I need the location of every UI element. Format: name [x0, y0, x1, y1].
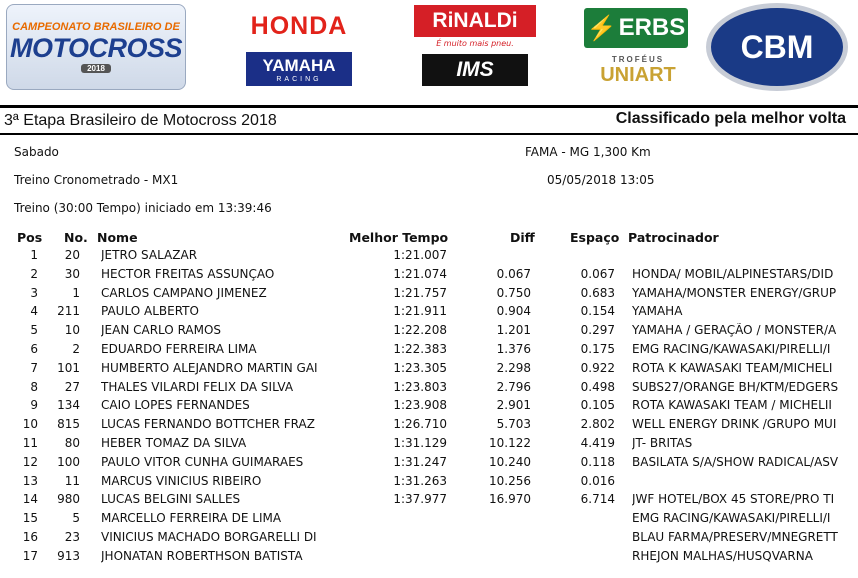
rinaldi-logo: RiNALDi — [414, 5, 536, 37]
logo-text: 2018 — [81, 64, 111, 73]
divider — [0, 133, 858, 135]
cell-gap: 0.175 — [580, 342, 615, 356]
cell-name: CAIO LOPES FERNANDES — [101, 398, 250, 413]
cell-pos: 11 — [22, 436, 38, 450]
cell-sponsor: EMG RACING/KAWASAKI/PIRELLI/I — [632, 511, 831, 526]
table-row — [0, 342, 858, 361]
cell-best-time: 1:21.757 — [393, 285, 447, 300]
cell-pos: 7 — [30, 360, 38, 375]
logo-text: RACING — [276, 75, 322, 83]
cell-sponsor: BLAU FARMA/PRESERV/MNEGRETT — [632, 530, 838, 544]
classification-label: Classificado pela melhor volta — [615, 110, 846, 127]
cell-pos: 14 — [22, 492, 38, 507]
cell-name: JEAN CARLO RAMOS — [101, 323, 222, 338]
cell-name: JETRO SALAZAR — [101, 248, 198, 262]
logo-text: TROFÉUS — [611, 55, 665, 64]
table-row — [0, 511, 858, 530]
cell-best-time: 1:31.263 — [393, 473, 447, 488]
table-row — [0, 248, 858, 267]
table-row — [0, 267, 858, 286]
cell-number: 10 — [64, 323, 80, 338]
cell-number: 20 — [64, 248, 80, 262]
cell-sponsor: YAMAHA / GERAÇÃO / MONSTER/A — [632, 323, 837, 338]
cell-number: 134 — [57, 398, 80, 413]
table-row — [0, 417, 858, 436]
cell-diff: 2.901 — [496, 398, 531, 413]
cell-sponsor: EMG RACING/KAWASAKI/PIRELLI/I — [632, 342, 831, 356]
cell-pos: 16 — [22, 530, 38, 544]
column-header-name: Nome — [97, 230, 138, 245]
cell-diff: 0.067 — [496, 266, 531, 281]
cell-pos: 4 — [30, 304, 38, 319]
cell-pos: 6 — [30, 342, 38, 356]
cell-name: PAULO ALBERTO — [101, 304, 199, 319]
cell-number: 1 — [72, 285, 80, 300]
cell-name: LUCAS FERNANDO BOTTCHER FRAZ — [101, 417, 315, 432]
cell-sponsor: YAMAHA/MONSTER ENERGY/GRUP — [632, 285, 837, 300]
cell-pos: 10 — [22, 417, 38, 432]
cell-diff: 2.298 — [496, 360, 531, 375]
cell-sponsor: ROTA K KAWASAKI TEAM/MICHELI — [632, 360, 833, 375]
cell-name: VINICIUS MACHADO BORGARELLI DI — [101, 530, 317, 544]
cell-name: CARLOS CAMPANO JIMENEZ — [101, 285, 267, 300]
lightning-icon: ⚡ — [586, 14, 617, 42]
cell-name: HEBER TOMAZ DA SILVA — [101, 436, 247, 450]
cell-gap: 0.498 — [580, 379, 615, 394]
cell-number: 27 — [64, 379, 80, 394]
logo-text: CAMPEONATO BRASILEIRO DE — [12, 21, 180, 33]
cell-gap: 0.067 — [580, 266, 615, 281]
track-location: FAMA - MG 1,300 Km — [525, 145, 651, 159]
table-row — [0, 380, 858, 399]
cell-number: 2 — [72, 342, 80, 356]
table-row — [0, 361, 858, 380]
cell-pos: 2 — [30, 266, 38, 281]
cell-gap: 0.154 — [580, 304, 615, 319]
cell-name: HUMBERTO ALEJANDRO MARTIN GAI — [101, 360, 318, 375]
cell-best-time: 1:22.208 — [393, 323, 447, 338]
cell-number: 11 — [64, 473, 80, 488]
column-header-sponsor: Patrocinador — [628, 230, 719, 245]
table-row — [0, 398, 858, 417]
cell-number: 211 — [57, 304, 80, 319]
cell-best-time: 1:22.383 — [393, 342, 447, 356]
cell-sponsor: JT- BRITAS — [632, 436, 693, 450]
cell-gap: 0.297 — [580, 323, 615, 338]
erbs-logo — [584, 8, 688, 48]
column-header-gap: Espaço — [570, 230, 620, 245]
logo-text: MOTOCROSS — [9, 33, 182, 63]
cell-diff: 16.970 — [489, 492, 531, 507]
table-row — [0, 286, 858, 305]
cell-diff: 10.122 — [489, 436, 531, 450]
cell-gap: 0.016 — [580, 473, 615, 488]
cell-sponsor: RHEJON MALHAS/HUSQVARNA — [632, 548, 813, 563]
table-row — [0, 436, 858, 455]
cell-pos: 12 — [22, 454, 38, 469]
cell-best-time: 1:23.803 — [393, 379, 447, 394]
uniart-logo — [590, 54, 686, 88]
cell-gap: 0.118 — [580, 454, 615, 469]
session-name: Treino Cronometrado - MX1 — [14, 173, 179, 187]
cell-pos: 15 — [22, 511, 38, 526]
column-header-diff: Diff — [510, 230, 535, 245]
cell-diff: 0.904 — [496, 304, 531, 319]
table-row — [0, 304, 858, 323]
table-row — [0, 492, 858, 511]
cell-best-time: 1:21.074 — [393, 266, 447, 281]
cell-name: JHONATAN ROBERTHSON BATISTA — [101, 548, 303, 563]
cell-diff: 5.703 — [496, 417, 531, 432]
column-header-pos: Pos — [17, 230, 43, 245]
cell-pos: 9 — [30, 398, 38, 413]
cell-diff: 10.240 — [489, 454, 531, 469]
cell-pos: 5 — [30, 323, 38, 338]
cell-number: 913 — [57, 548, 80, 563]
cell-name: MARCUS VINICIUS RIBEIRO — [101, 473, 262, 488]
session-date: 05/05/2018 13:05 — [547, 173, 655, 187]
cell-number: 980 — [57, 492, 80, 507]
cell-gap: 0.105 — [580, 398, 615, 413]
honda-logo: HONDA — [250, 11, 348, 40]
rinaldi-tagline: É muito mais pneu. — [436, 38, 514, 48]
cell-sponsor: BASILATA S/A/SHOW RADICAL/ASV — [632, 454, 839, 469]
table-row — [0, 474, 858, 493]
column-header-no: No. — [64, 230, 88, 245]
cell-best-time: 1:37.977 — [393, 492, 447, 507]
cell-number: 5 — [72, 511, 80, 526]
cell-best-time: 1:23.305 — [393, 360, 447, 375]
cell-gap: 0.683 — [580, 285, 615, 300]
yamaha-racing-logo — [246, 52, 352, 86]
cell-sponsor: YAMAHA — [632, 304, 683, 319]
cell-number: 30 — [64, 266, 80, 281]
cell-best-time: 1:26.710 — [393, 417, 447, 432]
cell-name: PAULO VITOR CUNHA GUIMARAES — [101, 454, 304, 469]
cell-pos: 17 — [22, 548, 38, 563]
cell-number: 815 — [57, 417, 80, 432]
cell-name: THALES VILARDI FELIX DA SILVA — [101, 379, 294, 394]
table-row — [0, 323, 858, 342]
cell-pos: 3 — [30, 285, 38, 300]
logo-text: UNIART — [600, 64, 676, 86]
cell-name: EDUARDO FERREIRA LIMA — [101, 342, 257, 356]
cell-name: LUCAS BELGINI SALLES — [101, 492, 241, 507]
cell-diff: 2.796 — [496, 379, 531, 394]
cell-best-time: 1:21.911 — [393, 304, 447, 319]
cell-diff: 1.201 — [496, 323, 531, 338]
cell-best-time: 1:31.247 — [393, 454, 447, 469]
cell-name: HECTOR FREITAS ASSUNÇAO — [101, 266, 275, 281]
cell-best-time: 1:23.908 — [393, 398, 447, 413]
cell-number: 101 — [57, 360, 80, 375]
cell-diff: 1.376 — [496, 342, 531, 356]
cell-best-time: 1:31.129 — [393, 436, 447, 450]
cell-sponsor: JWF HOTEL/BOX 45 STORE/PRO TI — [632, 492, 835, 507]
table-row — [0, 530, 858, 549]
divider — [0, 105, 858, 108]
cell-pos: 8 — [30, 379, 38, 394]
cell-sponsor: HONDA/ MOBIL/ALPINESTARS/DID — [632, 266, 834, 281]
logo-text: ERBS — [618, 14, 686, 41]
cell-gap: 6.714 — [580, 492, 615, 507]
cell-best-time: 1:21.007 — [393, 248, 447, 262]
cell-sponsor: SUBS27/ORANGE BH/KTM/EDGERS — [632, 379, 839, 394]
session-day: Sabado — [14, 145, 59, 159]
cell-gap: 4.419 — [580, 436, 615, 450]
table-row — [0, 549, 858, 568]
cell-diff: 10.256 — [489, 473, 531, 488]
cell-number: 80 — [64, 436, 80, 450]
cbm-logo: CBM — [706, 3, 848, 91]
page-title: 3ª Etapa Brasileiro de Motocross 2018 — [4, 112, 277, 129]
cell-pos: 1 — [30, 248, 38, 262]
sponsor-banner — [0, 0, 858, 100]
brasileiro-motocross-logo — [6, 4, 186, 90]
cell-number: 23 — [64, 530, 80, 544]
cell-sponsor: WELL ENERGY DRINK /GRUPO MUI — [632, 417, 837, 432]
cell-name: MARCELLO FERREIRA DE LIMA — [101, 511, 282, 526]
ims-logo: IMS — [422, 54, 528, 86]
cell-diff: 0.750 — [496, 285, 531, 300]
column-header-best-time: Melhor Tempo — [349, 230, 449, 245]
cell-number: 100 — [57, 454, 80, 469]
cell-pos: 13 — [22, 473, 38, 488]
cell-gap: 0.922 — [580, 360, 615, 375]
cell-gap: 2.802 — [580, 417, 615, 432]
cell-sponsor: ROTA KAWASAKI TEAM / MICHELII — [632, 398, 832, 413]
table-row — [0, 455, 858, 474]
session-start: Treino (30:00 Tempo) iniciado em 13:39:46 — [14, 201, 272, 215]
logo-text: YAMAHA — [262, 55, 336, 75]
